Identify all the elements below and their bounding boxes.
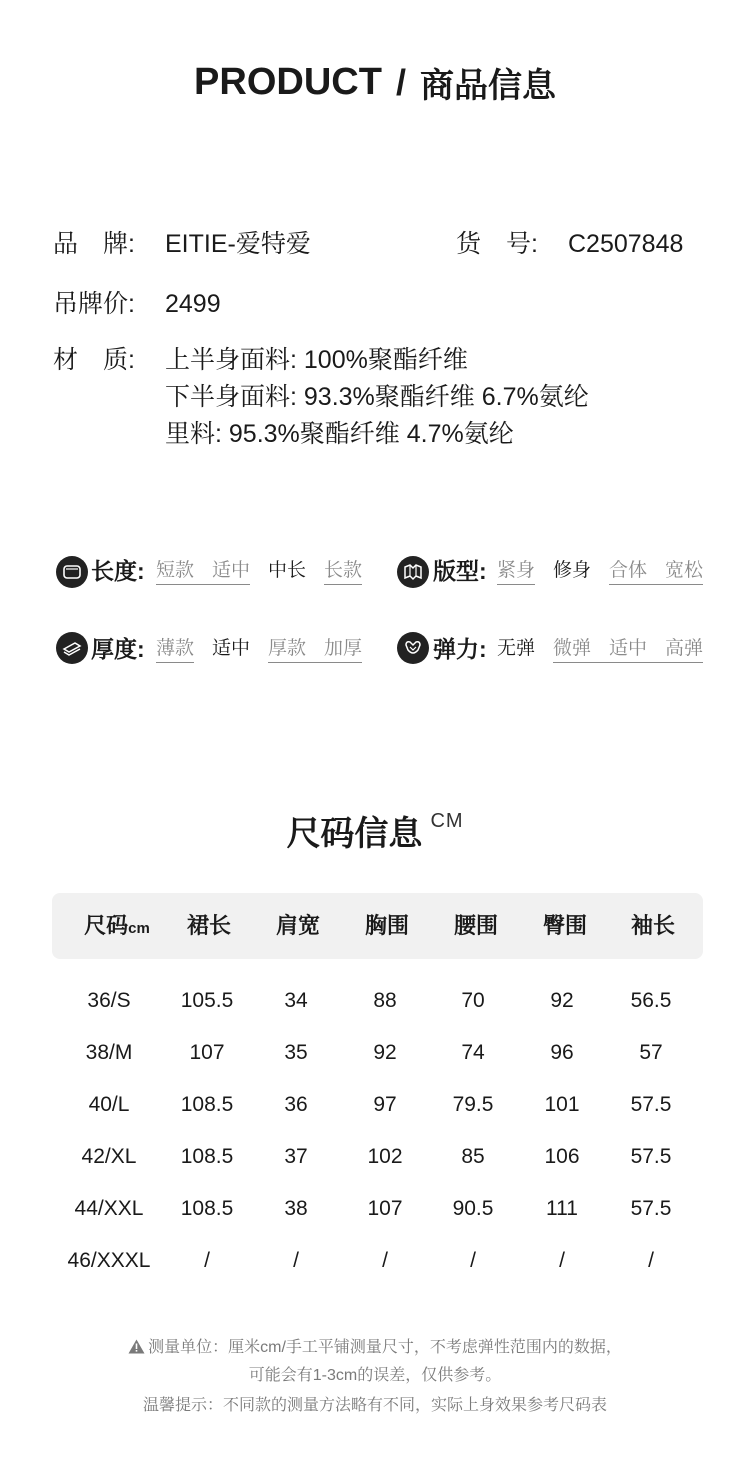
table-cell: 108.5 (180, 1145, 234, 1168)
fit-option: 宽松 (665, 558, 703, 585)
warning-icon (128, 1339, 145, 1354)
length-option-selected: 中长 (268, 560, 307, 581)
note-line-1: 测量单位：厘米cm/手工平铺测量尺寸，不考虑弹性范围内的数据， (148, 1339, 622, 1356)
table-cell: 105.5 (180, 989, 234, 1012)
table-cell: 108.5 (180, 1093, 234, 1116)
fit-label: 版型: (433, 558, 487, 584)
table-cell: 36/S (87, 989, 131, 1012)
elasticity-label: 弹力: (433, 636, 487, 662)
table-cell: 57.5 (630, 1093, 672, 1116)
table-cell: 92 (373, 1041, 397, 1064)
thickness-option: 加厚 (324, 636, 362, 663)
table-cell: 107 (189, 1041, 225, 1064)
sku-value: C2507848 (568, 230, 684, 258)
table-cell: 74 (461, 1041, 485, 1064)
thickness-option: 薄款 (156, 636, 194, 663)
material-line: 上半身面料: 100%聚酯纤维 (165, 346, 468, 374)
table-cell: 106 (544, 1145, 580, 1168)
header-title-en: PRODUCT (194, 61, 382, 103)
table-cell: 38 (284, 1197, 308, 1220)
table-cell: / (382, 1249, 388, 1272)
material-line: 里料: 95.3%聚酯纤维 4.7%氨纶 (165, 420, 514, 448)
size-title: 尺码信息 (286, 815, 423, 853)
measurement-note (0, 1337, 750, 1359)
table-cell: 35 (284, 1041, 308, 1064)
table-cell: / (470, 1249, 476, 1272)
elasticity-option: 高弹 (665, 636, 703, 663)
header-separator: / (395, 61, 406, 103)
table-cell: 108.5 (180, 1197, 234, 1220)
table-cell: / (293, 1249, 299, 1272)
size-section-title (0, 806, 750, 855)
table-cell: 97 (373, 1093, 397, 1116)
table-row (52, 988, 703, 1014)
header-hip: 臀围 (542, 913, 588, 938)
elasticity-option-selected: 无弹 (497, 638, 536, 659)
thickness-icon (56, 632, 88, 664)
price-label: 吊牌价: (53, 290, 135, 318)
table-cell: 88 (373, 989, 397, 1012)
elasticity-options (497, 636, 703, 663)
note-line-2: 可能会有1-3cm的误差，仅供参考。 (248, 1367, 502, 1384)
fit-option: 合体 (609, 558, 647, 585)
note-line-3: 温馨提示：不同款的测量方法略有不同，实际上身效果参考尺码表 (142, 1397, 607, 1414)
length-label: 长度: (91, 558, 145, 584)
sku-label: 货 号: (456, 230, 538, 258)
length-icon (56, 556, 88, 588)
material-line: 下半身面料: 93.3%聚酯纤维 6.7%氨纶 (165, 383, 589, 411)
table-cell: 57 (639, 1041, 663, 1064)
table-cell: 42/XL (81, 1145, 137, 1168)
table-cell: 107 (367, 1197, 403, 1220)
elasticity-option: 适中 (609, 636, 647, 663)
length-option: 适中 (212, 558, 250, 585)
size-table-header (52, 893, 703, 959)
table-cell: 111 (546, 1197, 578, 1220)
table-cell: / (559, 1249, 565, 1272)
table-cell: 85 (461, 1145, 485, 1168)
header-size: 尺码cm (84, 913, 150, 938)
table-cell: 44/XXL (74, 1197, 144, 1220)
header-skirt-length: 裙长 (186, 913, 232, 938)
size-unit: CM (430, 809, 464, 832)
table-cell: 56.5 (630, 989, 672, 1012)
table-row (52, 1092, 703, 1118)
table-cell: 46/XXXL (67, 1249, 151, 1272)
table-cell: 92 (550, 989, 574, 1012)
length-options (156, 558, 362, 585)
price-value: 2499 (165, 290, 221, 318)
table-row (52, 1144, 703, 1170)
fit-icon (397, 556, 429, 588)
length-option: 短款 (156, 558, 194, 585)
brand-label: 品 牌: (53, 230, 135, 258)
fit-option-selected: 修身 (553, 560, 592, 581)
table-cell: 37 (284, 1145, 308, 1168)
elasticity-option: 微弹 (553, 636, 591, 663)
thickness-option-selected: 适中 (212, 638, 251, 659)
table-cell: 57.5 (630, 1145, 672, 1168)
table-cell: / (204, 1249, 210, 1272)
elasticity-icon (397, 632, 429, 664)
thickness-option: 厚款 (268, 636, 306, 663)
size-table-body (52, 988, 703, 1278)
table-cell: 70 (461, 989, 485, 1012)
table-cell: 34 (284, 989, 308, 1012)
table-cell: 96 (550, 1041, 574, 1064)
thickness-label: 厚度: (91, 636, 145, 662)
brand-value: EITIE-爱特爱 (165, 230, 311, 258)
header-bust: 胸围 (364, 913, 410, 938)
thickness-options (156, 636, 362, 663)
header-waist: 腰围 (453, 913, 499, 938)
table-cell: 101 (544, 1093, 580, 1116)
table-row (52, 1248, 703, 1274)
table-cell: 90.5 (452, 1197, 494, 1220)
table-cell: 79.5 (452, 1093, 494, 1116)
table-cell: 57.5 (630, 1197, 672, 1220)
table-cell: 38/M (85, 1041, 133, 1064)
material-label: 材 质: (53, 346, 135, 374)
table-row (52, 1040, 703, 1066)
table-cell: 40/L (88, 1093, 130, 1116)
table-row (52, 1196, 703, 1222)
table-cell: / (648, 1249, 654, 1272)
header-sleeve: 袖长 (630, 913, 676, 938)
page-header (0, 58, 750, 107)
header-shoulder: 肩宽 (275, 913, 321, 938)
table-cell: 36 (284, 1093, 308, 1116)
table-cell: 102 (367, 1145, 403, 1168)
fit-option: 紧身 (497, 558, 535, 585)
fit-options (497, 558, 703, 585)
length-option: 长款 (324, 558, 362, 585)
header-title-cn: 商品信息 (419, 67, 556, 105)
